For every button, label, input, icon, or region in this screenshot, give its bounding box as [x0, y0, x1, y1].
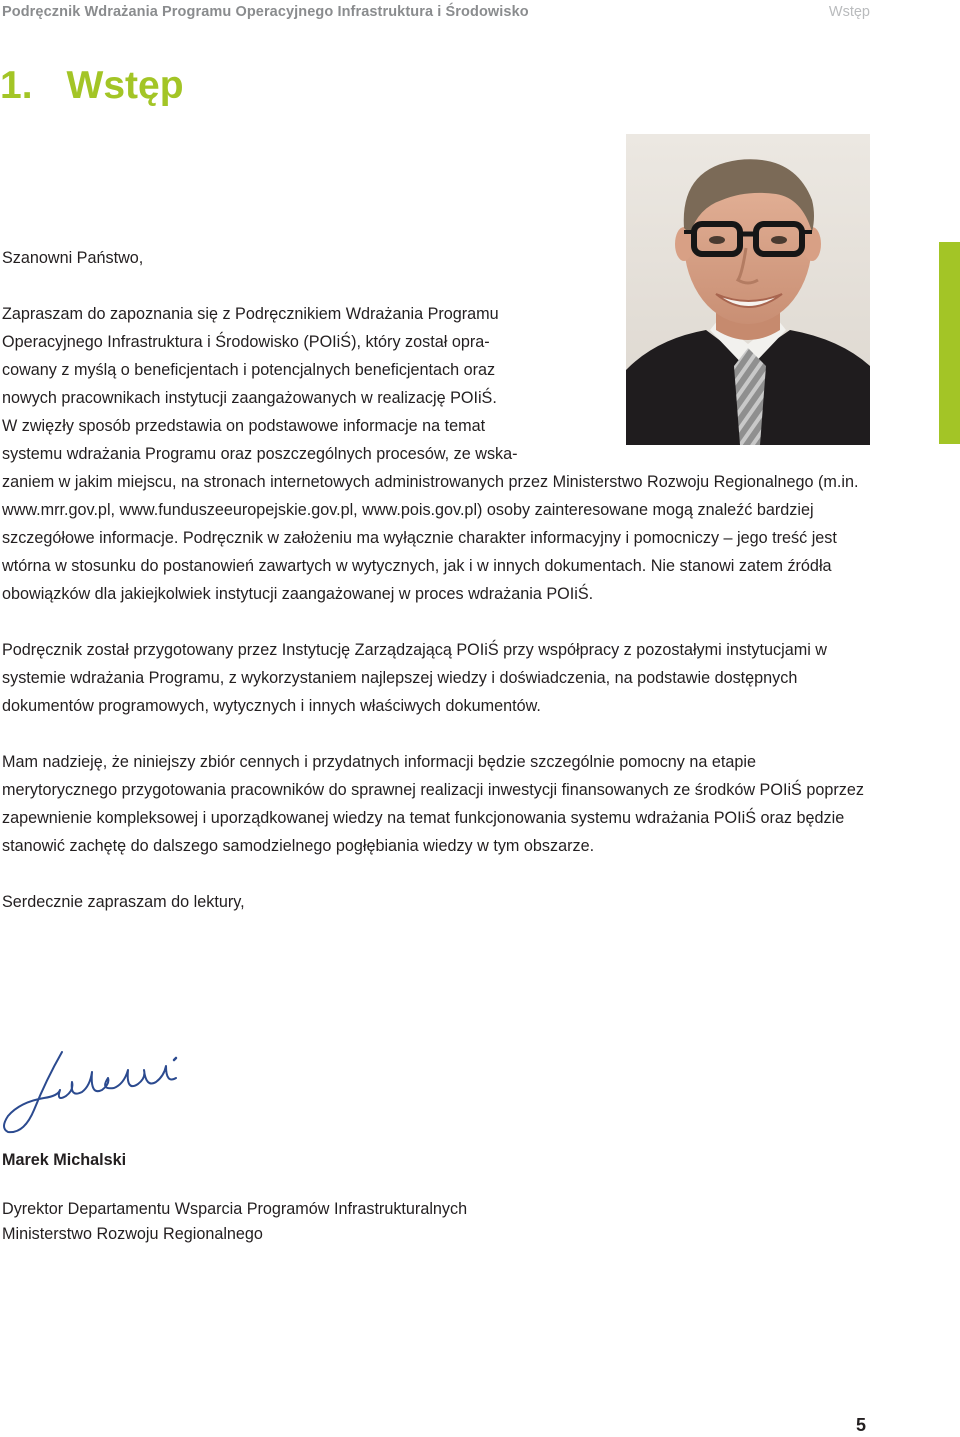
signatory-organization: Ministerstwo Rozwoju Regionalnego	[2, 1225, 263, 1243]
paragraph-1-line-1: Zapraszam do zapoznania się z Podręcznikiem Wdrażania Programu	[2, 305, 499, 323]
header-document-title: Podręcznik Wdrażania Programu Operacyjnego Infrastruktura i Środowisko	[2, 4, 529, 20]
salutation: Szanowni Państwo,	[2, 249, 144, 267]
paragraph-1-line-6: systemu wdrażania Programu oraz poszczególnych procesów, ze wska-	[2, 445, 518, 463]
signatory-position: Dyrektor Departamentu Wsparcia Programów Infrastrukturalnych	[2, 1200, 468, 1218]
running-header	[2, 4, 870, 24]
chapter-title-text: Wstęp	[66, 64, 184, 107]
paragraph-2: Podręcznik został przygotowany przez Instytucję Zarządzającą POIiŚ przy współpracy z pozostałymi instytucjami w systemie wdrażania Programu, z wykorzystaniem najlepszej wiedzy i doświadczenia, na podstawie dostępnych dokumentów programowych, wytycznych i innych właściwych dokumentów.	[2, 641, 827, 715]
paragraph-1-line-2: Operacyjnego Infrastruktura i Środowisko (POIiŚ), który został opra-	[2, 333, 490, 351]
signatory-name: Marek Michalski	[2, 1151, 127, 1169]
paragraph-1-line-4: nowych pracownikach instytucji zaangażowanych w realizację POIiŚ.	[2, 389, 497, 407]
header-section-name: Wstęp	[828, 4, 870, 20]
paragraph-1-continued: zaniem w jakim miejscu, na stronach internetowych administrowanych przez Ministerstwo Rozwoju Regionalnego (m.in. www.mrr.gov.pl, www.funduszeeuropejskie.gov.pl, www.pois.gov.pl) osoby zainteresowane mogą znaleźć bardziej szczegółowe informacje. Podręcznik w założeniu ma wyłącznie charakter informacyjny i pomocniczy – jego treść jest wtórna w stosunku do postanowień zawartych w wytycznych, jak i w innych dokumentach. Nie stanowi zatem źródła obowiązków dla jakiejkolwiek instytucji zaangażowanej w proces wdrażania POIiŚ.	[2, 473, 859, 603]
side-tab-marker	[939, 242, 960, 444]
chapter-title	[0, 64, 184, 108]
chapter-number: 1.	[0, 64, 33, 107]
page-number: 5	[856, 1415, 867, 1435]
letter-body	[2, 244, 870, 916]
paragraph-1-line-3: cowany z myślą o beneficjentach i potencjalnych beneficjentach oraz	[2, 361, 496, 379]
paragraph-1-line-5: W zwięzły sposób przedstawia on podstawowe informacje na temat	[2, 417, 486, 435]
paragraph-3: Mam nadzieję, że niniejszy zbiór cennych i przydatnych informacji będzie szczególnie pomocny na etapie merytorycznego przygotowania pracowników do sprawnej realizacji inwestycji finansowanych ze środków POIiŚ poprzez zapewnienie kompleksowej i uporządkowanej wiedzy na temat funkcjonowania systemu wdrażania POIiŚ oraz będzie stanowić zachętę do dalszego samodzielnego pogłębiania wiedzy w tym obszarze.	[2, 753, 864, 855]
signatory-title	[2, 1197, 467, 1247]
closing-line: Serdecznie zapraszam do lektury,	[2, 893, 245, 911]
handwritten-signature	[0, 1040, 190, 1140]
